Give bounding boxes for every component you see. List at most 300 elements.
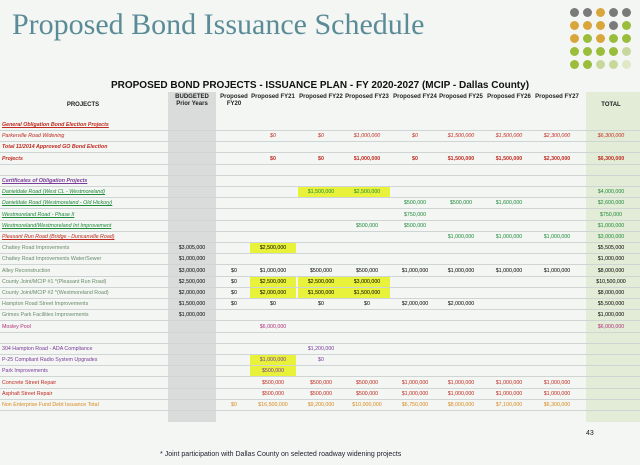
footnote <box>160 451 401 458</box>
decorative-dot <box>596 34 605 43</box>
project-name: Asphalt Street Repair <box>2 390 53 397</box>
amount-cell <box>250 333 296 343</box>
amount-cell <box>218 366 250 376</box>
amount-cell: $500,000 <box>403 222 427 229</box>
table-row <box>0 277 640 288</box>
amount-cell: $6,750,000 <box>401 402 429 408</box>
project-name: Pleasant Run Road (Bridge - Duncanville Road) <box>2 234 115 240</box>
amount-cell <box>438 187 484 197</box>
total-cell <box>586 165 636 175</box>
amount-cell <box>218 198 250 208</box>
amount-cell <box>534 142 580 152</box>
column-header: PROJECTS <box>66 102 100 108</box>
amount-cell <box>168 165 216 175</box>
amount-cell <box>218 176 250 186</box>
amount-cell <box>486 277 532 287</box>
column-header: Proposed FY26 <box>487 94 531 100</box>
amount-cell <box>298 232 344 242</box>
amount-cell <box>534 288 580 298</box>
footnote-text: Joint participation with Dallas County on selected roadway widening projects <box>164 451 402 458</box>
amount-cell <box>218 187 250 197</box>
project-name: Certificates of Obligation Projects <box>2 178 88 184</box>
total-cell: $4,000,000 <box>597 189 625 196</box>
amount-cell <box>344 198 390 208</box>
amount-cell: $750,000 <box>403 211 427 218</box>
amount-cell <box>486 366 532 376</box>
amount-cell: $1,000,000 <box>259 267 287 274</box>
amount-cell <box>168 198 216 208</box>
project-name: Park Improvements <box>2 368 48 375</box>
amount-cell <box>250 232 296 242</box>
total-cell <box>586 378 636 388</box>
amount-cell <box>534 176 580 186</box>
decorative-dot <box>596 8 605 17</box>
amount-cell <box>218 344 250 354</box>
amount-cell <box>438 221 484 231</box>
sheet-title: PROPOSED BOND PROJECTS - ISSUANCE PLAN - FY 2020-2027 (MCIP - Dallas County) <box>110 80 530 91</box>
amount-cell: $1,000,000 <box>353 133 381 140</box>
amount-cell: $1,200,000 <box>307 346 335 352</box>
project-name: County Joint/MCIP #1 *(Pleasant Run Road) <box>2 278 107 285</box>
project-name: General Obligation Bond Election Projects <box>2 122 109 128</box>
decorative-dot <box>583 60 592 69</box>
amount-cell <box>218 210 250 220</box>
amount-cell <box>218 254 250 264</box>
decorative-dot <box>622 60 631 69</box>
amount-cell <box>298 210 344 220</box>
amount-cell <box>534 243 580 253</box>
amount-cell <box>250 254 296 264</box>
project-name: Concrete Street Repair <box>2 379 57 386</box>
project-name: County Joint/MCIP #2 *(Westmoreland Road) <box>2 290 109 296</box>
amount-cell <box>438 288 484 298</box>
amount-cell <box>168 154 216 164</box>
decorative-dot <box>596 60 605 69</box>
decorative-dot <box>609 34 618 43</box>
table-row <box>0 310 640 321</box>
amount-cell <box>298 142 344 152</box>
table-row <box>0 378 640 389</box>
amount-cell <box>250 310 296 320</box>
amount-cell <box>344 243 390 253</box>
amount-cell: $9,200,000 <box>307 402 335 408</box>
table-row <box>0 120 640 131</box>
table-row <box>0 198 640 209</box>
amount-cell <box>438 277 484 287</box>
amount-cell <box>218 120 250 130</box>
amount-cell <box>218 322 250 332</box>
amount-cell <box>534 322 580 332</box>
amount-cell <box>486 322 532 332</box>
amount-cell: $0 <box>412 155 418 162</box>
project-name <box>2 333 164 343</box>
amount-cell: $10,000,000 <box>352 402 382 408</box>
decorative-dot <box>622 47 631 56</box>
amount-cell: $500,000 <box>250 366 296 376</box>
table-row <box>0 243 640 254</box>
amount-cell <box>344 232 390 242</box>
amount-cell <box>168 232 216 242</box>
amount-cell <box>344 322 390 332</box>
amount-cell <box>486 299 532 309</box>
total-cell: $5,505,000 <box>597 245 625 252</box>
total-cell <box>586 389 636 399</box>
amount-cell: $0 <box>231 402 237 408</box>
amount-cell: $1,500,000 <box>495 155 523 162</box>
project-name: Hampton Road Street Improvements <box>2 301 89 308</box>
amount-cell <box>392 277 438 287</box>
amount-cell <box>534 120 580 130</box>
amount-cell <box>168 366 216 376</box>
amount-cell <box>218 131 250 141</box>
amount-cell <box>392 165 438 175</box>
amount-cell <box>344 165 390 175</box>
amount-cell <box>486 120 532 130</box>
amount-cell <box>534 210 580 220</box>
amount-cell: $0 <box>270 133 276 140</box>
amount-cell <box>486 243 532 253</box>
amount-cell: $500,000 <box>309 390 333 397</box>
total-cell: $2,600,000 <box>597 200 625 207</box>
amount-cell: $500,000 <box>309 379 333 386</box>
amount-cell <box>250 187 296 197</box>
total-cell <box>586 176 636 186</box>
amount-cell <box>344 210 390 220</box>
amount-cell <box>218 221 250 231</box>
amount-cell <box>298 333 344 343</box>
amount-cell: $1,000,000 <box>447 379 475 386</box>
amount-cell <box>344 120 390 130</box>
amount-cell <box>438 176 484 186</box>
amount-cell: $500,000 <box>309 267 333 274</box>
amount-cell: $2,500,000 <box>344 187 390 197</box>
decorative-dot <box>596 21 605 30</box>
amount-cell: $0 <box>231 278 237 285</box>
table-row <box>0 187 640 198</box>
amount-cell <box>168 187 216 197</box>
table-row <box>0 165 640 176</box>
decorative-dot <box>609 21 618 30</box>
total-cell: $10,500,000 <box>596 278 626 285</box>
amount-cell: $1,000,000 <box>543 390 571 397</box>
amount-cell <box>344 333 390 343</box>
amount-cell <box>392 322 438 332</box>
amount-cell: $2,000,000 <box>250 288 296 298</box>
amount-cell: $1,000,000 <box>447 390 475 397</box>
amount-cell <box>344 176 390 186</box>
amount-cell: $0 <box>270 155 276 162</box>
amount-cell: $2,000,000 <box>178 290 206 296</box>
amount-cell <box>486 344 532 354</box>
project-name: Alley Reconstruction <box>2 267 51 274</box>
project-name: 304 Hampton Road - ADA Compliance <box>2 346 93 352</box>
amount-cell <box>218 142 250 152</box>
amount-cell <box>534 344 580 354</box>
table-row <box>0 299 640 310</box>
column-header: TOTAL <box>601 102 621 108</box>
amount-cell <box>392 310 438 320</box>
amount-cell <box>250 120 296 130</box>
amount-cell: $2,300,000 <box>543 155 571 162</box>
amount-cell <box>392 254 438 264</box>
amount-cell <box>438 344 484 354</box>
total-cell: $6,300,000 <box>597 155 625 162</box>
decorative-dot <box>570 60 579 69</box>
total-cell: $750,000 <box>599 211 623 218</box>
amount-cell <box>486 165 532 175</box>
footnote-marker: * <box>160 451 163 458</box>
amount-cell <box>250 210 296 220</box>
table-row <box>0 210 640 221</box>
amount-cell <box>534 366 580 376</box>
column-header: Proposed FY23 <box>345 94 389 100</box>
amount-cell <box>168 131 216 141</box>
amount-cell <box>250 142 296 152</box>
total-cell: $1,000,000 <box>597 256 625 263</box>
total-cell <box>586 366 636 376</box>
amount-cell <box>218 310 250 320</box>
amount-cell: $0 <box>364 301 370 308</box>
amount-cell <box>392 344 438 354</box>
amount-cell: $0 <box>270 301 276 308</box>
amount-cell <box>298 243 344 253</box>
table-row <box>0 154 640 165</box>
amount-cell: $1,500,000 <box>447 133 475 140</box>
amount-cell <box>218 355 250 365</box>
amount-cell <box>438 254 484 264</box>
table-row <box>0 221 640 232</box>
amount-cell <box>344 142 390 152</box>
amount-cell <box>438 333 484 343</box>
amount-cell <box>392 232 438 242</box>
amount-cell <box>218 389 250 399</box>
amount-cell <box>250 165 296 175</box>
decorative-dot <box>609 47 618 56</box>
project-name: Parkerville Road Widening <box>2 133 65 140</box>
amount-cell <box>218 232 250 242</box>
amount-cell <box>438 165 484 175</box>
table-row <box>0 344 640 355</box>
amount-cell <box>392 333 438 343</box>
amount-cell <box>534 277 580 287</box>
amount-cell: $1,000,000 <box>250 355 296 365</box>
amount-cell: $0 <box>231 301 237 308</box>
amount-cell: $1,500,000 <box>495 133 523 140</box>
amount-cell: $2,500,000 <box>250 243 296 253</box>
column-header: Proposed FY25 <box>439 94 483 100</box>
amount-cell <box>298 198 344 208</box>
amount-cell: $0 <box>318 133 324 140</box>
amount-cell: $0 <box>318 155 324 162</box>
amount-cell <box>168 221 216 231</box>
project-name: Projects <box>2 155 23 162</box>
amount-cell <box>168 400 216 410</box>
amount-cell <box>218 378 250 388</box>
amount-cell: $500,000 <box>355 222 379 229</box>
amount-cell <box>486 355 532 365</box>
decorative-dot <box>622 21 631 30</box>
amount-cell <box>486 310 532 320</box>
total-cell: $8,000,000 <box>597 290 625 296</box>
table-row <box>0 266 640 277</box>
amount-cell <box>392 142 438 152</box>
total-cell: $6,300,000 <box>597 133 625 140</box>
amount-cell <box>168 344 216 354</box>
total-cell: $6,000,000 <box>597 323 625 330</box>
amount-cell: $0 <box>231 267 237 274</box>
amount-cell <box>168 142 216 152</box>
amount-cell: $1,000,000 <box>353 155 381 162</box>
table-row <box>0 176 640 187</box>
amount-cell: $1,000,000 <box>447 267 475 274</box>
amount-cell <box>486 142 532 152</box>
amount-cell: $500,000 <box>261 379 285 386</box>
table-row <box>0 355 640 366</box>
amount-cell <box>438 120 484 130</box>
decorative-dot <box>609 60 618 69</box>
amount-cell: $1,000,000 <box>401 267 429 274</box>
amount-cell: $1,500,000 <box>178 301 206 308</box>
amount-cell <box>298 310 344 320</box>
column-header: Proposed FY22 <box>299 94 343 100</box>
amount-cell <box>438 210 484 220</box>
amount-cell: $2,000,000 <box>447 301 475 308</box>
table-row <box>0 333 640 344</box>
amount-cell <box>486 254 532 264</box>
amount-cell <box>218 333 250 343</box>
amount-cell: $1,500,000 <box>298 288 344 298</box>
amount-cell <box>250 198 296 208</box>
amount-cell: $7,100,000 <box>495 402 523 408</box>
amount-cell: $1,000,000 <box>543 379 571 386</box>
total-cell: $5,500,000 <box>597 301 625 308</box>
amount-cell <box>168 355 216 365</box>
amount-cell <box>298 254 344 264</box>
page-number: 43 <box>586 430 594 437</box>
amount-cell: $500,000 <box>261 390 285 397</box>
amount-cell: $1,000,000 <box>495 267 523 274</box>
amount-cell <box>438 243 484 253</box>
column-header: Proposed FY21 <box>251 94 295 100</box>
amount-cell <box>486 210 532 220</box>
amount-cell: $1,500,000 <box>344 288 390 298</box>
amount-cell <box>392 187 438 197</box>
amount-cell <box>486 221 532 231</box>
amount-cell <box>438 355 484 365</box>
decorative-dot <box>622 34 631 43</box>
column-header: Proposed FY27 <box>535 94 579 100</box>
amount-cell: $2,500,000 <box>250 277 296 287</box>
table-row <box>0 322 640 333</box>
table-row <box>0 232 640 243</box>
amount-cell: $16,500,000 <box>258 402 288 408</box>
amount-cell: $8,000,000 <box>447 402 475 408</box>
amount-cell: $1,000,000 <box>495 390 523 397</box>
project-name <box>2 165 164 175</box>
total-cell: $1,000,000 <box>597 222 625 229</box>
amount-cell: $1,000,000 <box>495 379 523 386</box>
amount-cell <box>298 120 344 130</box>
project-name: P-25 Compliant Radio System Upgrades <box>2 357 98 364</box>
amount-cell <box>298 165 344 175</box>
column-header: BUDGETED Prior Years <box>175 94 209 107</box>
amount-cell <box>218 165 250 175</box>
amount-cell <box>392 366 438 376</box>
amount-cell: $0 <box>412 133 418 140</box>
total-cell <box>586 355 636 365</box>
amount-cell <box>534 333 580 343</box>
amount-cell <box>298 366 344 376</box>
amount-cell <box>534 310 580 320</box>
column-header: Proposed FY24 <box>393 94 437 100</box>
amount-cell <box>250 176 296 186</box>
amount-cell: $6,000,000 <box>259 323 287 330</box>
total-cell: $3,000,000 <box>597 234 625 240</box>
decorative-dot <box>583 34 592 43</box>
amount-cell <box>168 333 216 343</box>
column-header: Proposed FY20 <box>220 94 248 107</box>
decorative-dot <box>570 21 579 30</box>
table-row <box>0 366 640 377</box>
decorative-dot <box>596 47 605 56</box>
amount-cell: $500,000 <box>355 390 379 397</box>
amount-cell: $2,000,000 <box>401 301 429 308</box>
amount-cell <box>344 344 390 354</box>
amount-cell: $3,000,000 <box>344 277 390 287</box>
amount-cell: $0 <box>318 301 324 308</box>
amount-cell <box>344 366 390 376</box>
amount-cell <box>534 165 580 175</box>
total-cell <box>586 120 636 130</box>
decorative-dot <box>570 47 579 56</box>
decorative-dot <box>570 34 579 43</box>
amount-cell: $1,000,000 <box>178 312 206 319</box>
amount-cell <box>298 322 344 332</box>
amount-cell <box>218 154 250 164</box>
amount-cell: $1,000,000 <box>543 234 571 240</box>
project-name: Chattey Road Improvements <box>2 245 70 252</box>
amount-cell <box>392 176 438 186</box>
table-row <box>0 131 640 142</box>
amount-cell <box>168 322 216 332</box>
amount-cell <box>298 221 344 231</box>
amount-cell <box>168 378 216 388</box>
total-cell: $8,000,000 <box>597 267 625 274</box>
project-name: Grimes Park Facilities Improvements <box>2 312 89 319</box>
table-row <box>0 288 640 299</box>
amount-cell: $1,000,000 <box>178 256 206 263</box>
amount-cell: $6,300,000 <box>543 402 571 408</box>
amount-cell: $1,000,000 <box>401 379 429 386</box>
project-name: Non Enterprise Fund Debt Issuance Total <box>2 402 99 408</box>
project-name: Total 11/2014 Approved GO Bond Election <box>2 144 108 151</box>
amount-cell <box>534 187 580 197</box>
amount-cell: $500,000 <box>449 200 473 207</box>
amount-cell <box>168 120 216 130</box>
project-name: Danieldale Road (Westmoreland - Old Hickory) <box>2 200 113 207</box>
amount-cell <box>486 176 532 186</box>
project-name: Westmoreland/Westmoreland Int Improvement <box>2 222 112 229</box>
amount-cell: $1,000,000 <box>447 234 475 240</box>
amount-cell <box>392 120 438 130</box>
amount-cell: $1,000,000 <box>495 234 523 240</box>
amount-cell <box>392 288 438 298</box>
total-cell <box>586 333 636 343</box>
project-name: Mosley Pool <box>2 323 31 330</box>
amount-cell <box>298 176 344 186</box>
amount-cell: $1,000,000 <box>543 267 571 274</box>
amount-cell <box>168 210 216 220</box>
